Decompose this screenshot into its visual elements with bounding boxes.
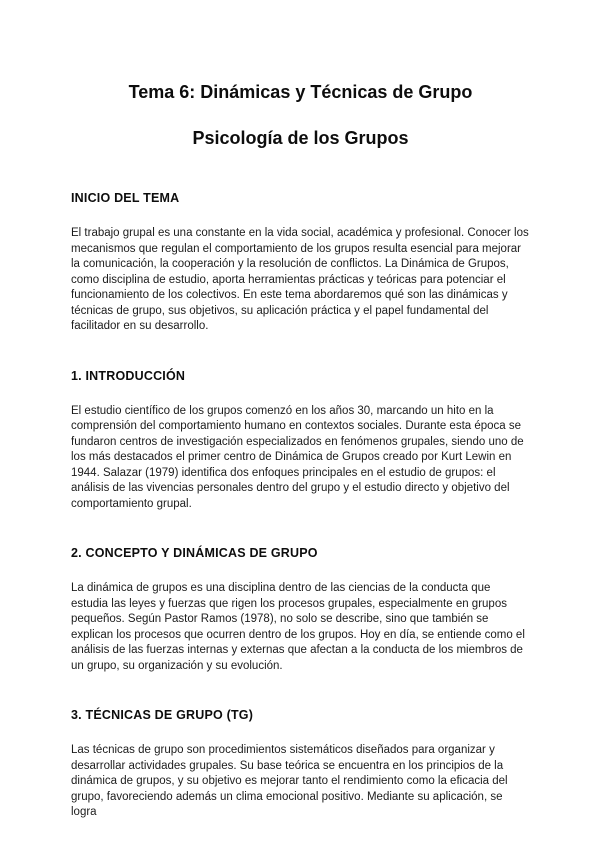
section-heading-tecnicas-de-grupo: 3. TÉCNICAS DE GRUPO (TG) [71, 708, 254, 722]
section-inicio-del-tema [71, 191, 530, 335]
document-title: Tema 6: Dinámicas y Técnicas de Grupo [128, 82, 473, 102]
section-body-concepto-y-dinamicas: La dinámica de grupos es una disciplina dentro de las ciencias de la conducta que estudia las leyes y fuerzas que rigen los procesos grupales, especialmente en grupos pequeños. Según Pastor Ramos (1978), no solo se describe, sino que también se explican los procesos que ocurren dentro de los grupos. Hoy en día, se entiende como el análisis de las fuerzas internas y externas que afectan a la conducta de los miembros de un grupo, su organización y su evolución. [71, 582, 525, 672]
section-concepto-y-dinamicas [71, 546, 530, 674]
section-body-introduccion: El estudio científico de los grupos comenzó en los años 30, marcando un hito en la comprensión del comportamiento humano en contextos sociales. Durante esta época se fundaron centros de investigación especializados en fenómenos grupales, siendo uno de los más destacados el primer centro de Dinámica de Grupos creado por Kurt Lewin en 1944. Salazar (1979) identifica dos enfoques principales en el estudio de grupos: el análisis de las vivencias personales dentro del grupo y el estudio directo y objetivo del comportamiento grupal. [71, 404, 524, 510]
section-heading-introduccion: 1. INTRODUCCIÓN [71, 368, 186, 383]
section-heading-concepto-y-dinamicas: 2. CONCEPTO Y DINÁMICAS DE GRUPO [71, 546, 318, 560]
section-introduccion [71, 369, 530, 513]
section-body-inicio-del-tema: El trabajo grupal es una constante en la vida social, académica y profesional. Conocer los mecanismos que regulan el comportamiento de los grupos resulta esencial para mejorar la comunicación, la cooperación y la resolución de conflictos. La Dinámica de Grupos, como disciplina de estudio, aporta herramientas prácticas y teóricas para potenciar el funcionamiento de los colectivos. En este tema abordaremos qué son las dinámicas y técnicas de grupo, sus objetivos, su aplicación práctica y el papel fundamental del facilitador en su desarrollo. [71, 227, 529, 332]
document-subtitle: Psicología de los Grupos [192, 128, 409, 148]
section-tecnicas-de-grupo [71, 708, 530, 821]
section-body-tecnicas-de-grupo: Las técnicas de grupo son procedimientos sistemáticos diseñados para organizar y desarrollar actividades grupales. Su base teórica se encuentra en los principios de la dinámica de grupos, y su objetivo es mejorar tanto el rendimiento como la eficacia del grupo, favoreciendo además un clima emocional positivo. Mediante su aplicación, se logra [71, 744, 508, 818]
section-heading-inicio-del-tema: INICIO DEL TEMA [71, 191, 180, 205]
